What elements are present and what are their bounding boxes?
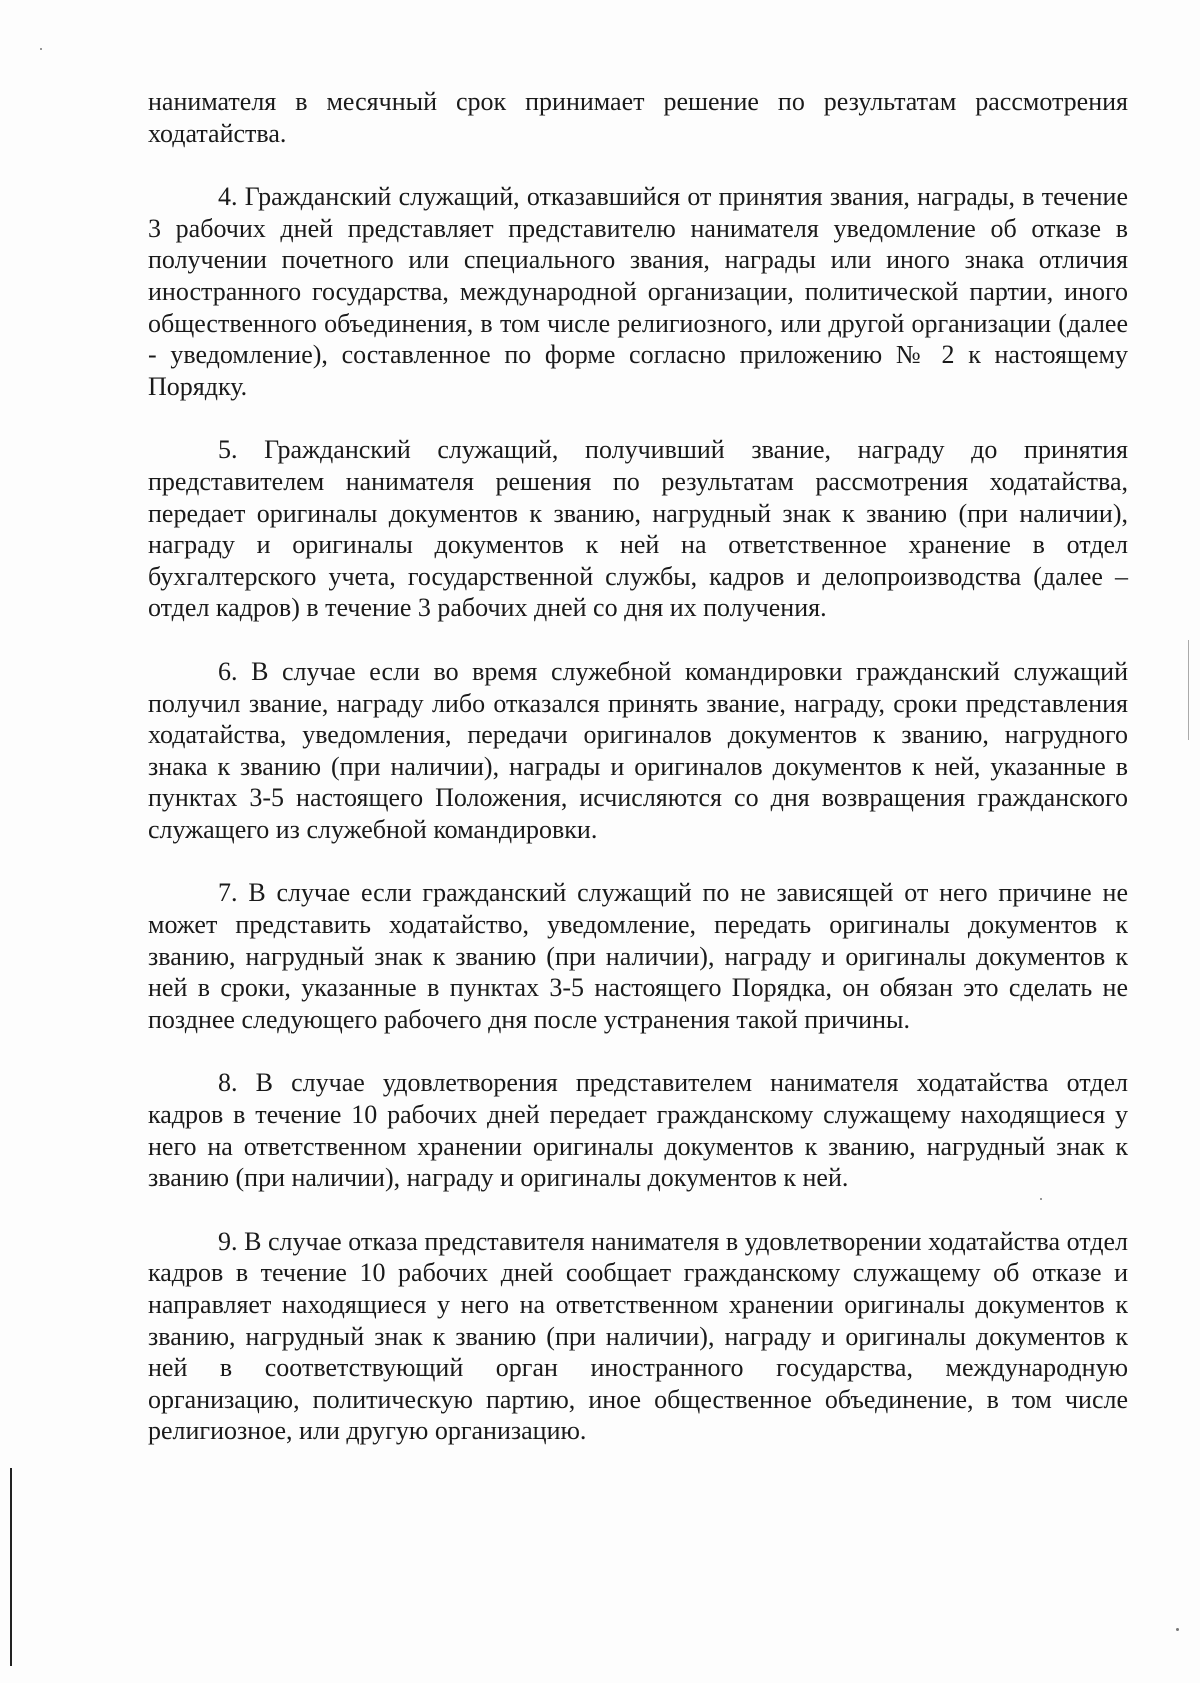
paragraph-item-5: 5. Гражданский служащий, получивший звание, награду до принятия представителем нанимателя решения по результатам рассмотрения ходатайства, передает оригиналы документов к званию, нагрудный знак к званию (при наличии), награду и оригиналы документов к ней на ответственное хранение в отдел бухгалтерского учета, государственной службы, кадров и делопроизводства (далее – отдел кадров) в течение 3 рабочих дней со дня их получения. (148, 435, 1128, 623)
scan-speck (1176, 1628, 1179, 1631)
paragraph-item-7: 7. В случае если гражданский служащий по не зависящей от него причине не может представить ходатайство, уведомление, передать оригиналы документов к званию, нагрудный знак к званию (при наличии), награду и оригиналы документов к ней в сроки, указанные в пунктах 3-5 настоящего Порядка, он обязан это сделать не позднее следующего рабочего дня после устранения такой причины. (148, 878, 1128, 1034)
document-body (148, 86, 1128, 1479)
scan-speck (1040, 1198, 1042, 1200)
paragraph-item-4: 4. Гражданский служащий, отказавшийся от принятия звания, награды, в течение 3 рабочих дней представляет представителю нанимателя уведомление об отказе в получении почетного или специального звания, награды или иного знака отличия иностранного государства, международной организации, политической партии, иного общественного объединения, в том числе религиозного, или другой организации (далее - уведомление), составленное по форме согласно приложению № 2 к настоящему Порядку. (148, 182, 1128, 401)
scan-edge-line-right (1188, 640, 1189, 740)
paragraph-item-9: 9. В случае отказа представителя нанимателя в удовлетворении ходатайства отдел кадров в течение 10 рабочих дней сообщает гражданскому служащему об отказе и направляет находящиеся у него на ответственном хранении оригиналы документов к званию, нагрудный знак к званию (при наличии), награду и оригиналы документов к ней в соответствующий орган иностранного государства, международную организацию, политическую партию, иное общественное объединение, в том числе религиозное, или другую организацию. (148, 1226, 1128, 1446)
scan-edge-line (10, 1468, 12, 1666)
scan-speck (40, 48, 42, 50)
paragraph-continuation: нанимателя в месячный срок принимает решение по результатам рассмотрения ходатайства. (148, 87, 1128, 148)
paragraph-item-6: 6. В случае если во время служебной командировки гражданский служащий получил звание, награду либо отказался принять звание, награду, сроки представления ходатайства, уведомления, передачи оригиналов документов к званию, нагрудного знака к званию (при наличии), награды и оригиналов документов к ней, указанные в пунктах 3-5 настоящего Положения, исчисляются со дня возвращения гражданского служащего из служебной командировки. (148, 656, 1128, 844)
paragraph-item-8: 8. В случае удовлетворения представителем нанимателя ходатайства отдел кадров в течение 10 рабочих дней передает гражданскому служащему находящиеся у него на ответственном хранении оригиналы документов к званию, нагрудный знак к званию (при наличии), награду и оригиналы документов к ней. (148, 1068, 1128, 1193)
